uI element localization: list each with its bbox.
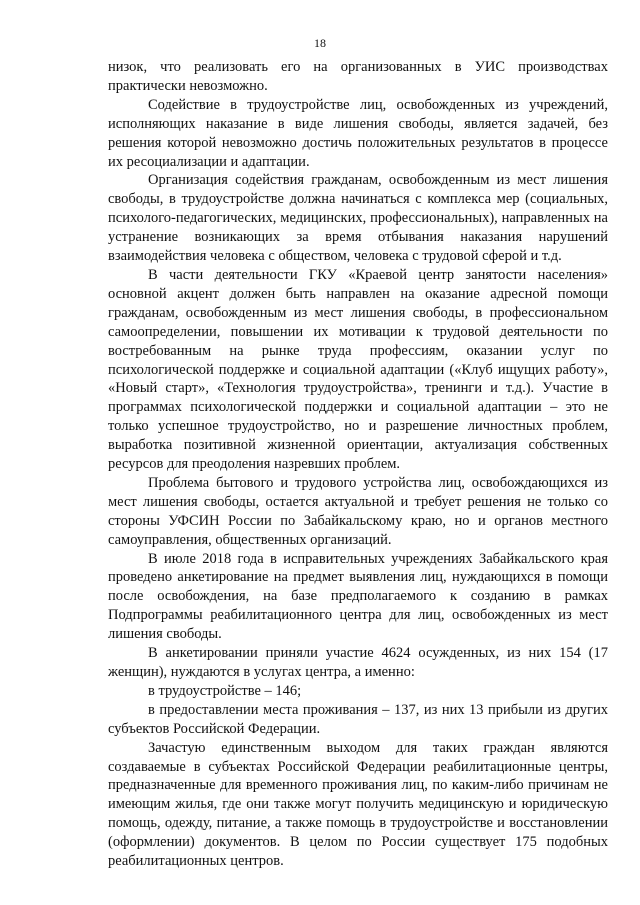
paragraph: Проблема бытового и трудового устройства лиц, освобождающихся из мест лишения свободы, остается актуальной и требует решения не только со стороны УФСИН России по Забайкальскому краю, но и органов местного самоуправления, общественных организаций. bbox=[108, 474, 608, 548]
paragraph: низок, что реализовать его на организованных в УИС производствах практически невозможно. bbox=[108, 59, 608, 94]
document-body bbox=[108, 58, 608, 871]
paragraph: Зачастую единственным выходом для таких граждан являются создаваемые в субъектах Российской Федерации реабилитационные центры, предназначенные для временного проживания лиц, по каким-либо причинам не имеющим жилья, где они также могут получить медицинскую и юридическую помощь, одежду, питание, а также помощь в трудоустройстве и восстановлении (оформлении) документов. В целом по России существует 175 подобных реабилитационных центров. bbox=[108, 739, 608, 870]
paragraph: В июле 2018 года в исправительных учреждениях Забайкальского края проведено анкетирование на предмет выявления лиц, нуждающихся в помощи после освобождения, на базе предполагаемого к созданию в рамках Подпрограммы реабилитационного центра для лиц, освобожденных из мест лишения свободы. bbox=[108, 550, 608, 643]
paragraph: Содействие в трудоустройстве лиц, освобожденных из учреждений, исполняющих наказание в виде лишения свободы, является задачей, без решения которой невозможно достичь положительных результатов в процессе их ресоциализации и адаптации. bbox=[108, 96, 608, 170]
page-number: 18 bbox=[314, 36, 326, 50]
paragraph: В анкетировании приняли участие 4624 осужденных, из них 154 (17 женщин), нуждаются в услугах центра, а именно: bbox=[108, 645, 608, 680]
list-item: в предоставлении места проживания – 137, из них 13 прибыли из других субъектов Российской Федерации. bbox=[108, 701, 608, 737]
paragraph: Организация содействия гражданам, освобожденным из мест лишения свободы, в трудоустройстве должна начинаться с комплекса мер (социальных, психолого-педагогических, медицинских, профессиональных), направленных на устранение возникающих за время отбывания наказания нарушений взаимодействия человека с обществом, человека с трудовой сферой и т.д. bbox=[108, 172, 608, 265]
list-item: в трудоустройстве – 146; bbox=[148, 682, 302, 699]
paragraph: В части деятельности ГКУ «Краевой центр занятости населения» основной акцент должен быть направлен на оказание адресной помощи гражданам, освобожденным из мест лишения свободы, в профессиональном самоопределении, повышении их мотивации к трудовой деятельности по востребованным на рынке труда профессиям, оказании услуг по психологической поддержке и социальной адаптации («Клуб ищущих работу», «Новый старт», «Технология трудоустройства», тренинги и т.д.). Участие в программах психологической поддержки и социальной адаптации – это не только успешное трудоустройство, но и разрешение личностных проблем, выработка позитивной жизненной ориентации, актуализация собственных ресурсов для преодоления назревших проблем. bbox=[108, 266, 608, 473]
